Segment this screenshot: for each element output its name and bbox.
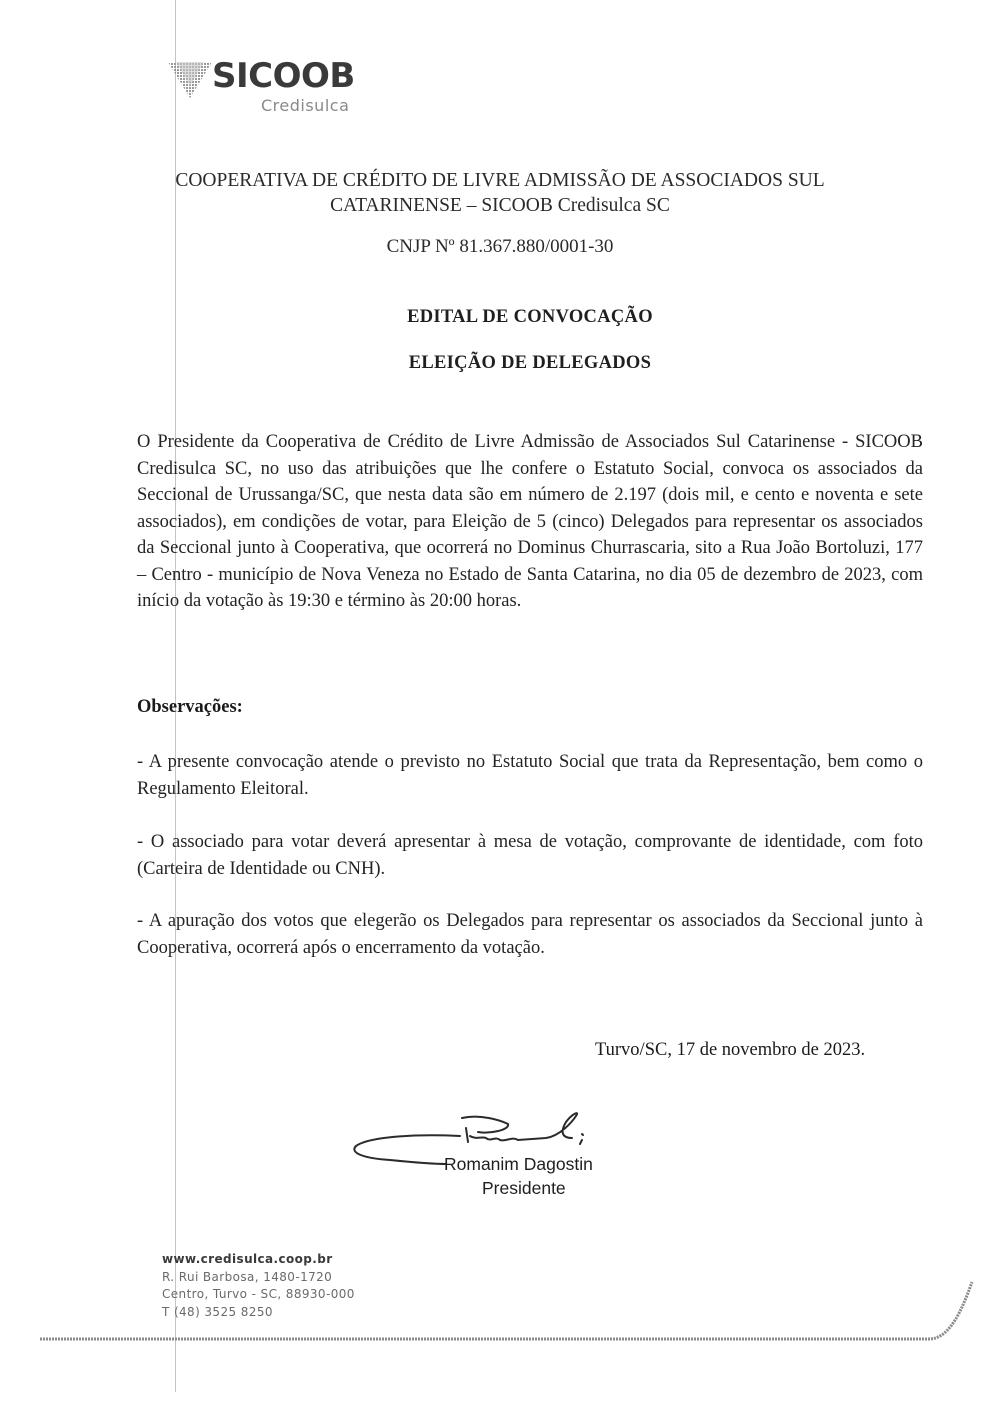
organization-name: [150, 168, 850, 218]
sicoob-triangle-icon: [168, 60, 212, 100]
footer-address-line-1: R. Rui Barbosa, 1480-1720: [162, 1269, 333, 1284]
signer-role: Presidente: [482, 1178, 566, 1198]
signer-name: Romanim Dagostin: [444, 1154, 593, 1174]
observation-item: - A presente convocação atende o previsto no Estatuto Social que trata da Representação, bem como o Regulamento Eleitoral.: [137, 752, 923, 799]
footer-decorative-rule: [0, 1270, 1000, 1350]
footer-website[interactable]: www.credisulca.coop.br: [162, 1252, 333, 1266]
document-subtitle: ELEIÇÃO DE DELEGADOS: [408, 353, 652, 373]
footer-phone: T (48) 3525 8250: [162, 1304, 273, 1319]
sicoob-logo: [168, 58, 378, 120]
document-title: EDITAL DE CONVOCAÇÃO: [407, 307, 653, 327]
cnpj-number: CNJP Nº 81.367.880/0001-30: [386, 236, 614, 257]
logo-subtitle: Credisulca: [261, 96, 350, 115]
observation-item: - A apuração dos votos que elegerão os Delegados para representar os associados da Seccional junto à Cooperativa, ocorrerá após o encerramento da votação.: [137, 911, 923, 958]
organization-name-line-1: COOPERATIVA DE CRÉDITO DE LIVRE ADMISSÃO DE ASSOCIADOS SUL: [175, 170, 825, 191]
organization-name-line-2: CATARINENSE – SICOOB Credisulca SC: [330, 195, 670, 216]
observation-item: - O associado para votar deverá apresentar à mesa de votação, comprovante de identidade, com foto (Carteira de Identidade ou CNH).: [137, 832, 923, 879]
observations-heading: Observações:: [137, 697, 243, 717]
footer-address-line-2: Centro, Turvo - SC, 88930-000: [162, 1287, 355, 1301]
place-and-date: Turvo/SC, 17 de novembro de 2023.: [595, 1040, 866, 1060]
convocation-paragraph: O Presidente da Cooperativa de Crédito de Livre Admissão de Associados Sul Catarinense - SICOOB Credisulca SC, no uso das atribuições que lhe confere o Estatuto Social, convoca os associados da Seccional de Urussanga/SC, que nesta data são em número de 2.197 (dois mil, e cento e noventa e sete associados), em condições de votar, para Eleição de 5 (cinco) Delegados para representar os associados da Seccional junto à Cooperativa, que ocorrerá no Dominus Churrascaria, sito a Rua João Bortoluzi, 177 – Centro - município de Nova Veneza no Estado de Santa Catarina, no dia 05 de dezembro de 2023, com início da votação às 19:30 e término às 20:00 horas.: [137, 432, 923, 611]
logo-name: SICOOB: [212, 56, 355, 96]
